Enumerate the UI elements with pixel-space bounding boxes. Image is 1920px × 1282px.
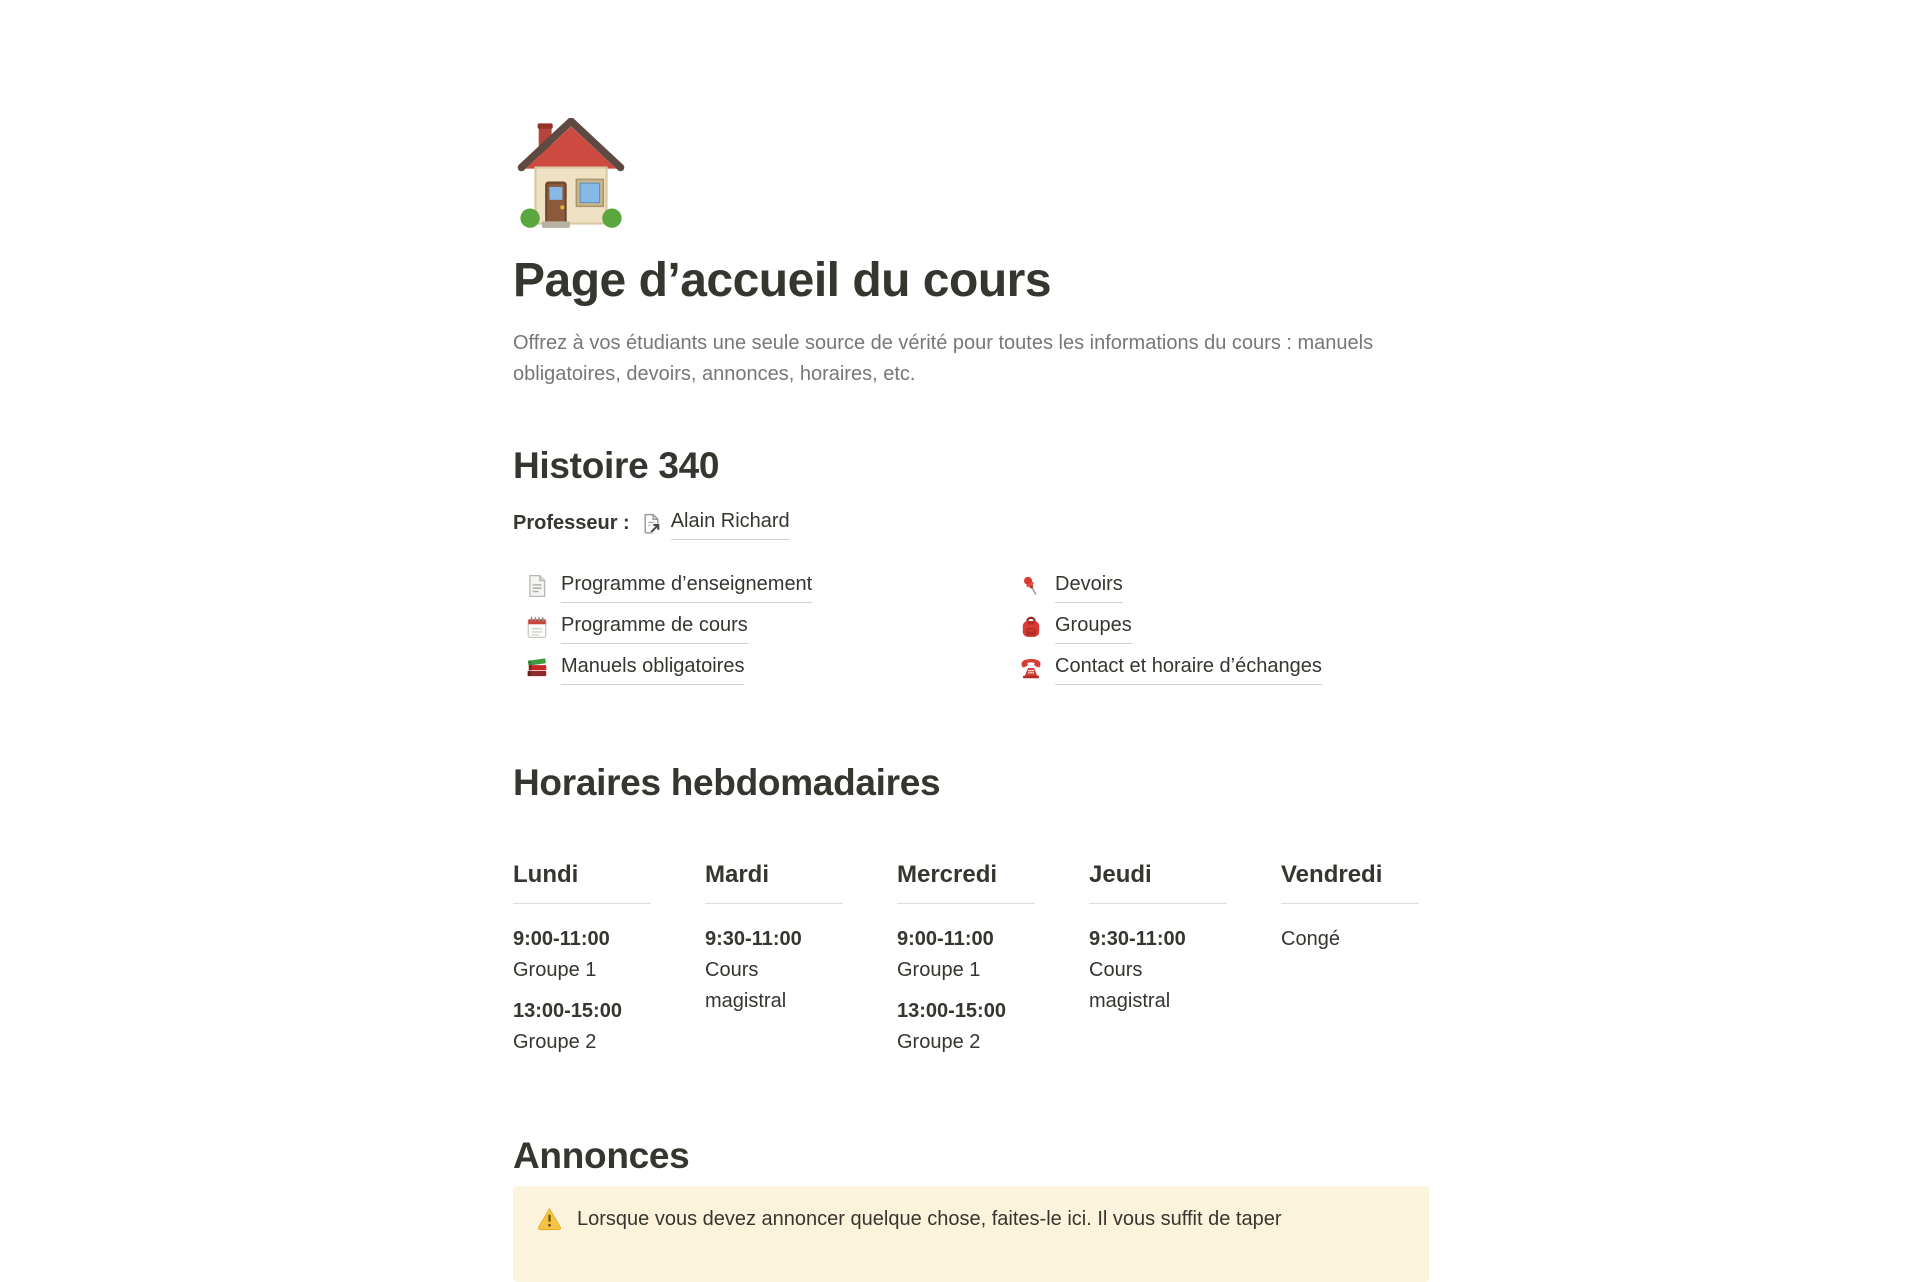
links-column-right (1007, 570, 1429, 693)
schedule-entry (897, 996, 1045, 1058)
day-name: Mardi (705, 861, 770, 888)
backpack-icon (1019, 615, 1043, 639)
entry-time: 9:30-11:00 (1089, 928, 1186, 950)
spiral-calendar-icon (525, 615, 549, 639)
entry-time: 9:00-11:00 (897, 928, 994, 950)
entry-label: Groupe 2 (897, 1031, 981, 1053)
page-arrow-icon (640, 512, 663, 535)
day-column-lundi (513, 859, 661, 1068)
link-label: Groupes (1055, 610, 1132, 644)
day-divider (513, 903, 651, 904)
professor-name: Alain Richard (671, 506, 790, 540)
professor-label: Professeur : (513, 511, 630, 534)
professor-page-link[interactable] (640, 506, 790, 540)
entry-time: 9:00-11:00 (513, 928, 610, 950)
entry-label: Groupe 2 (513, 1031, 597, 1053)
pushpin-icon (1019, 574, 1043, 598)
links-column-left (513, 570, 1007, 693)
day-name: Mercredi (897, 861, 998, 888)
day-name: Vendredi (1281, 861, 1383, 888)
books-icon (525, 656, 549, 680)
link-label: Manuels obligatoires (561, 651, 744, 685)
day-name: Jeudi (1089, 861, 1152, 888)
schedule-heading: Horaires hebdomadaires (513, 762, 941, 803)
page-facing-up-icon (525, 574, 549, 598)
link-label: Devoirs (1055, 569, 1123, 603)
entry-label: Congé (1281, 928, 1340, 950)
link-contact-horaire[interactable] (1007, 652, 1429, 683)
schedule-entry (513, 924, 661, 986)
page-description: Offrez à vos étudiants une seule source de vérité pour toutes les informations du cours : manuels obligatoires, devoirs, annonces, horaires, etc. (513, 332, 1374, 385)
house-icon[interactable] (517, 118, 1429, 232)
professor-line (513, 506, 1429, 540)
warning-icon (537, 1206, 562, 1231)
link-label: Programme d’enseignement (561, 569, 812, 603)
day-column-jeudi (1089, 859, 1237, 1068)
page-title: Page d’accueil du cours (513, 254, 1052, 307)
day-divider (1089, 903, 1227, 904)
telephone-icon (1019, 656, 1043, 680)
entry-label: Groupe 1 (897, 959, 981, 981)
day-name: Lundi (513, 861, 579, 888)
day-column-mercredi (897, 859, 1045, 1068)
schedule-entry (513, 996, 661, 1058)
course-heading: Histoire 340 (513, 445, 720, 486)
entry-label: Groupe 1 (513, 959, 597, 981)
entry-time: 9:30-11:00 (705, 928, 802, 950)
day-divider (1281, 903, 1419, 904)
announcements-heading: Annonces (513, 1135, 690, 1176)
link-programme-enseignement[interactable] (513, 570, 1007, 601)
entry-label: Cours magistral (1089, 959, 1171, 1012)
day-divider (897, 903, 1035, 904)
callout-text: Lorsque vous devez annoncer quelque chose, faites-le ici. Il vous suffit de taper (577, 1208, 1282, 1230)
schedule-entry (897, 924, 1045, 986)
entry-time: 13:00-15:00 (513, 1000, 622, 1022)
schedule-entry (705, 924, 853, 1017)
day-column-vendredi (1281, 859, 1429, 1068)
weekly-schedule (513, 859, 1429, 1068)
day-divider (705, 903, 843, 904)
day-column-mardi (705, 859, 853, 1068)
schedule-entry (1281, 924, 1429, 955)
schedule-entry (1089, 924, 1237, 1017)
link-label: Contact et horaire d’échanges (1055, 651, 1322, 685)
link-label: Programme de cours (561, 610, 748, 644)
link-manuels-obligatoires[interactable] (513, 652, 1007, 683)
link-groupes[interactable] (1007, 611, 1429, 642)
announcement-callout (513, 1186, 1429, 1282)
entry-time: 13:00-15:00 (897, 1000, 1006, 1022)
link-programme-de-cours[interactable] (513, 611, 1007, 642)
link-devoirs[interactable] (1007, 570, 1429, 601)
course-links (513, 570, 1429, 693)
house-icon-graphic (517, 118, 625, 230)
course-home-page (513, 0, 1429, 1282)
entry-label: Cours magistral (705, 959, 787, 1012)
